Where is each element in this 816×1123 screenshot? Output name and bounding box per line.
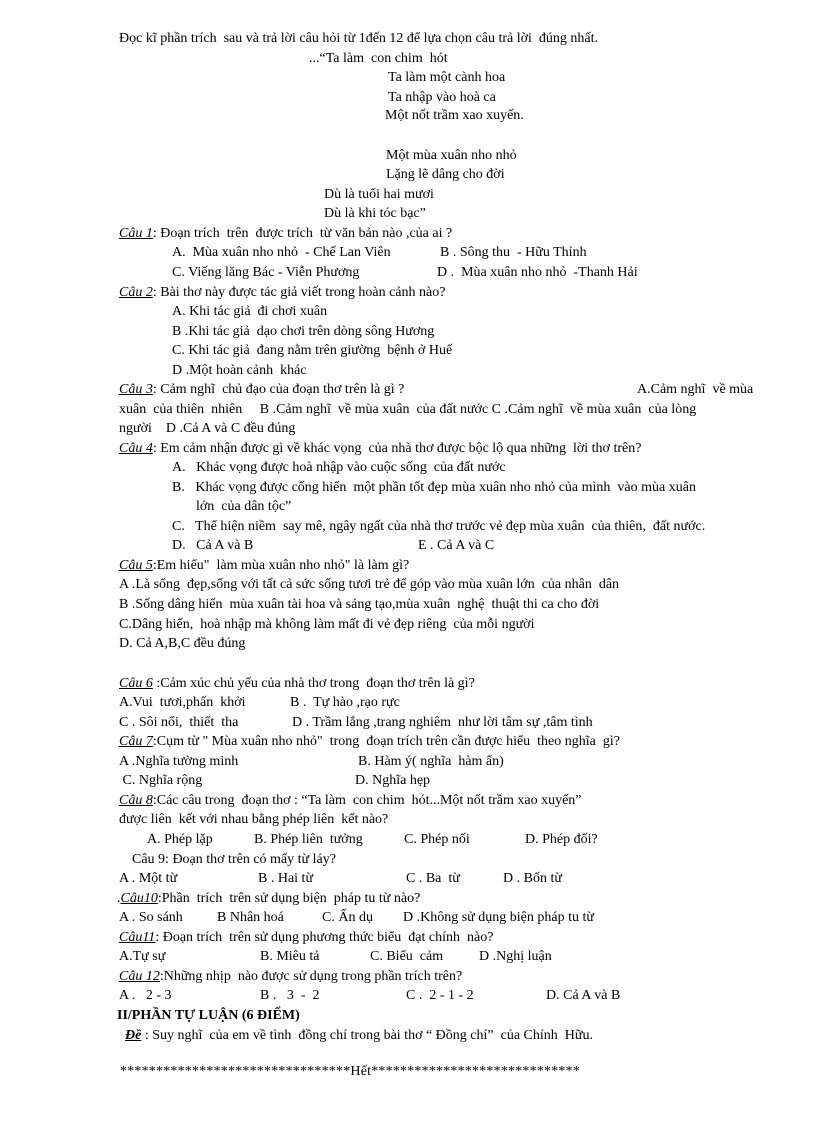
question-text: : Cảm nghĩ chủ đạo của đoạn thơ trên là gì ? xyxy=(152,382,405,397)
answer-option: D. Phép đối? xyxy=(525,832,598,847)
answer-option: C . Sôi nổi, thiết tha xyxy=(119,715,239,730)
question-prefix: . xyxy=(117,891,121,906)
poem-line: Dù là tuổi hai mươi xyxy=(324,187,434,202)
question-text: : Em cảm nhận được gì về khác vọng của nhà thơ được bộc lộ qua những lời thơ trên? xyxy=(152,441,642,456)
question-text: : Đoạn trích trên sử dụng phương thức biểu đạt chính nào? xyxy=(155,930,494,945)
question-text: : Bài thơ này được tác giả viết trong hoàn cảnh nào? xyxy=(152,285,446,300)
answer-option: A .Là sống đẹp,sống với tất cả sức sống tươi trẻ để góp vào mùa xuân lớn của nhân dân xyxy=(119,577,620,592)
end-word: Hết xyxy=(350,1064,372,1079)
answer-option: C. Phép nối xyxy=(404,832,470,847)
answer-option: B .Sống dâng hiến mùa xuân tài hoa và sáng tạo,mùa xuân nghệ thuật thi ca cho đời xyxy=(119,597,600,612)
answer-option: A. Khác vọng được hoà nhập vào cuộc sống của đất nước xyxy=(172,460,506,475)
answer-option: C . Ba từ xyxy=(406,871,460,886)
question-label: Câu 5 xyxy=(119,558,153,573)
answer-option: D .Một hoàn cảnh khác xyxy=(172,363,307,378)
answer-option: A.Vui tươi,phấn khởi xyxy=(119,695,246,710)
question-label: Câu 1 xyxy=(119,226,153,241)
answer-option: A. Mùa xuân nho nhỏ - Chế Lan Viên xyxy=(172,245,391,260)
answer-option: D .Nghị luận xyxy=(479,949,552,964)
answer-option: A .Nghĩa tường minh xyxy=(119,754,239,769)
poem-line: Một mùa xuân nho nhỏ xyxy=(386,148,517,163)
poem-line: Dù là khi tóc bạc” xyxy=(324,206,426,221)
answer-option: B . Tự hào ,rạo rực xyxy=(290,695,400,710)
answer-option: B Nhân hoá xyxy=(217,910,284,925)
answer-option: lớn của dân tộc” xyxy=(196,499,292,514)
question-5 xyxy=(119,557,409,575)
answer-option: B . Hai từ xyxy=(258,871,314,886)
answer-option: B. Khác vọng được cống hiến một phần tốt đẹp mùa xuân nho nhỏ của mình vào mùa xuân xyxy=(172,480,696,495)
question-10 xyxy=(117,890,420,908)
answer-option: B. Phép liên tưởng xyxy=(254,832,363,847)
question-label: Câu 7 xyxy=(119,734,153,749)
question-11 xyxy=(119,929,493,947)
answer-option: xuân của thiên nhiên B .Cảm nghĩ về mùa xuân của đất nước C .Cảm nghĩ về mùa xuân của lòng xyxy=(119,402,697,417)
answer-option: C. Nghĩa rộng xyxy=(119,773,203,788)
answer-option: C. Thể hiện niềm say mê, ngây ngất của nhà thơ trước vẻ đẹp mùa xuân của thiên, đất nước. xyxy=(172,519,706,534)
question-8 xyxy=(119,792,582,810)
answer-option: A.Cảm nghĩ về mùa xyxy=(637,382,754,397)
answer-option: C . 2 - 1 - 2 xyxy=(406,988,474,1003)
question-label: Câu10 xyxy=(120,891,158,906)
essay-text: : Suy nghĩ của em về tình đồng chí trong bài thơ “ Đồng chí” của Chính Hữu. xyxy=(141,1028,593,1043)
question-text: :Các câu trong đoạn thơ : “Ta làm con chim hót...Một nốt trầm xao xuyến” xyxy=(152,793,582,808)
answer-option: C.Dâng hiến, hoà nhập mà không làm mất đi vẻ đẹp riêng của mỗi người xyxy=(119,617,535,632)
answer-option: D. Cả A,B,C đều đúng xyxy=(119,636,246,651)
question-label: Câu 3 xyxy=(119,382,153,397)
essay-prompt xyxy=(125,1027,593,1045)
answer-option: B. Hàm ý( nghĩa hàm ẩn) xyxy=(358,754,504,769)
answer-option: A . 2 - 3 xyxy=(119,988,172,1003)
section-heading: II/PHẦN TỰ LUẬN (6 ĐIỂM) xyxy=(117,1008,300,1023)
stars-right: ***************************** xyxy=(371,1064,581,1079)
answer-option: B. Miêu tả xyxy=(260,949,320,964)
stars-left: ******************************** xyxy=(120,1064,351,1079)
end-marker xyxy=(120,1064,580,1080)
question-label: Câu 6 xyxy=(119,676,153,691)
question-6 xyxy=(119,675,475,693)
question-text-continued: được liên kết với nhau bằng phép liên kết nào? xyxy=(119,812,389,827)
question-text: :Em hiểu" làm mùa xuân nho nhỏ" là làm gì? xyxy=(152,558,410,573)
question-2 xyxy=(119,284,445,302)
answer-option: A . So sánh xyxy=(119,910,183,925)
question-label: Câu11 xyxy=(119,930,156,945)
answer-option: D. Cả A và B xyxy=(546,988,621,1003)
answer-option: B . 3 - 2 xyxy=(260,988,320,1003)
answer-option: C. Biểu cảm xyxy=(370,949,444,964)
answer-option: A. Khi tác giả đi chơi xuân xyxy=(172,304,328,319)
question-label: Câu 12 xyxy=(119,969,160,984)
answer-option: C. Khi tác giả đang nằm trên giường bệnh ở Huế xyxy=(172,343,453,358)
answer-option: D. Cả A và B xyxy=(172,538,254,553)
answer-option: D .Không sử dụng biện pháp tu từ xyxy=(403,910,594,925)
question-text: : Đoạn trích trên được trích từ văn bản nào ,của ai ? xyxy=(152,226,453,241)
poem-line: Lặng lẽ dâng cho đời xyxy=(386,167,505,182)
question-9: Câu 9: Đoạn thơ trên có mấy từ láy? xyxy=(132,852,336,867)
question-4 xyxy=(119,440,641,458)
answer-option: D. Nghĩa hẹp xyxy=(355,773,431,788)
question-12 xyxy=(119,968,462,986)
answer-option: D . Mùa xuân nho nhỏ -Thanh Hải xyxy=(437,265,638,280)
question-3 xyxy=(119,381,404,399)
poem-line: ...“Ta làm con chim hót xyxy=(309,51,448,66)
answer-option: D . Trầm lắng ,trang nghiêm như lời tâm sự ,tâm tình xyxy=(292,715,593,730)
answer-option: người D .Cả A và C đều đúng xyxy=(119,421,296,436)
question-label: Câu 2 xyxy=(119,285,153,300)
instruction-text: Đọc kĩ phần trích sau và trả lời câu hỏi từ 1đến 12 để lựa chọn câu trả lời đúng nhất. xyxy=(119,31,599,46)
question-1 xyxy=(119,225,452,243)
question-label: Câu 8 xyxy=(119,793,153,808)
answer-option: E . Cả A và C xyxy=(418,538,495,553)
poem-line: Một nốt trầm xao xuyến. xyxy=(385,108,524,123)
answer-option: B .Khi tác giả dạo chơi trên dòng sông Hương xyxy=(172,324,435,339)
answer-option: C. Viếng lăng Bác - Viễn Phương xyxy=(172,265,360,280)
question-label: Câu 4 xyxy=(119,441,153,456)
question-text: :Phần trích trên sử dụng biện pháp tu từ nào? xyxy=(157,891,421,906)
answer-option: D . Bốn từ xyxy=(503,871,562,886)
answer-option: A. Phép lặp xyxy=(147,832,213,847)
poem-line: Ta làm một cành hoa xyxy=(388,70,506,85)
question-text: :Những nhịp nào được sử dụng trong phần trích trên? xyxy=(159,969,463,984)
question-text: :Cụm từ " Mùa xuân nho nhỏ" trong đoạn trích trên cần được hiểu theo nghĩa gì? xyxy=(152,734,620,749)
answer-option: C. Ẩn dụ xyxy=(322,910,373,925)
answer-option: A.Tự sự xyxy=(119,949,166,964)
essay-label: Đề xyxy=(125,1028,142,1043)
poem-line: Ta nhập vào hoà ca xyxy=(388,90,496,105)
answer-option: B . Sông thu - Hữu Thỉnh xyxy=(440,245,587,260)
question-7 xyxy=(119,733,620,751)
answer-option: A . Một từ xyxy=(119,871,178,886)
question-text: :Cảm xúc chủ yếu của nhà thơ trong đoạn thơ trên là gì? xyxy=(152,676,475,691)
